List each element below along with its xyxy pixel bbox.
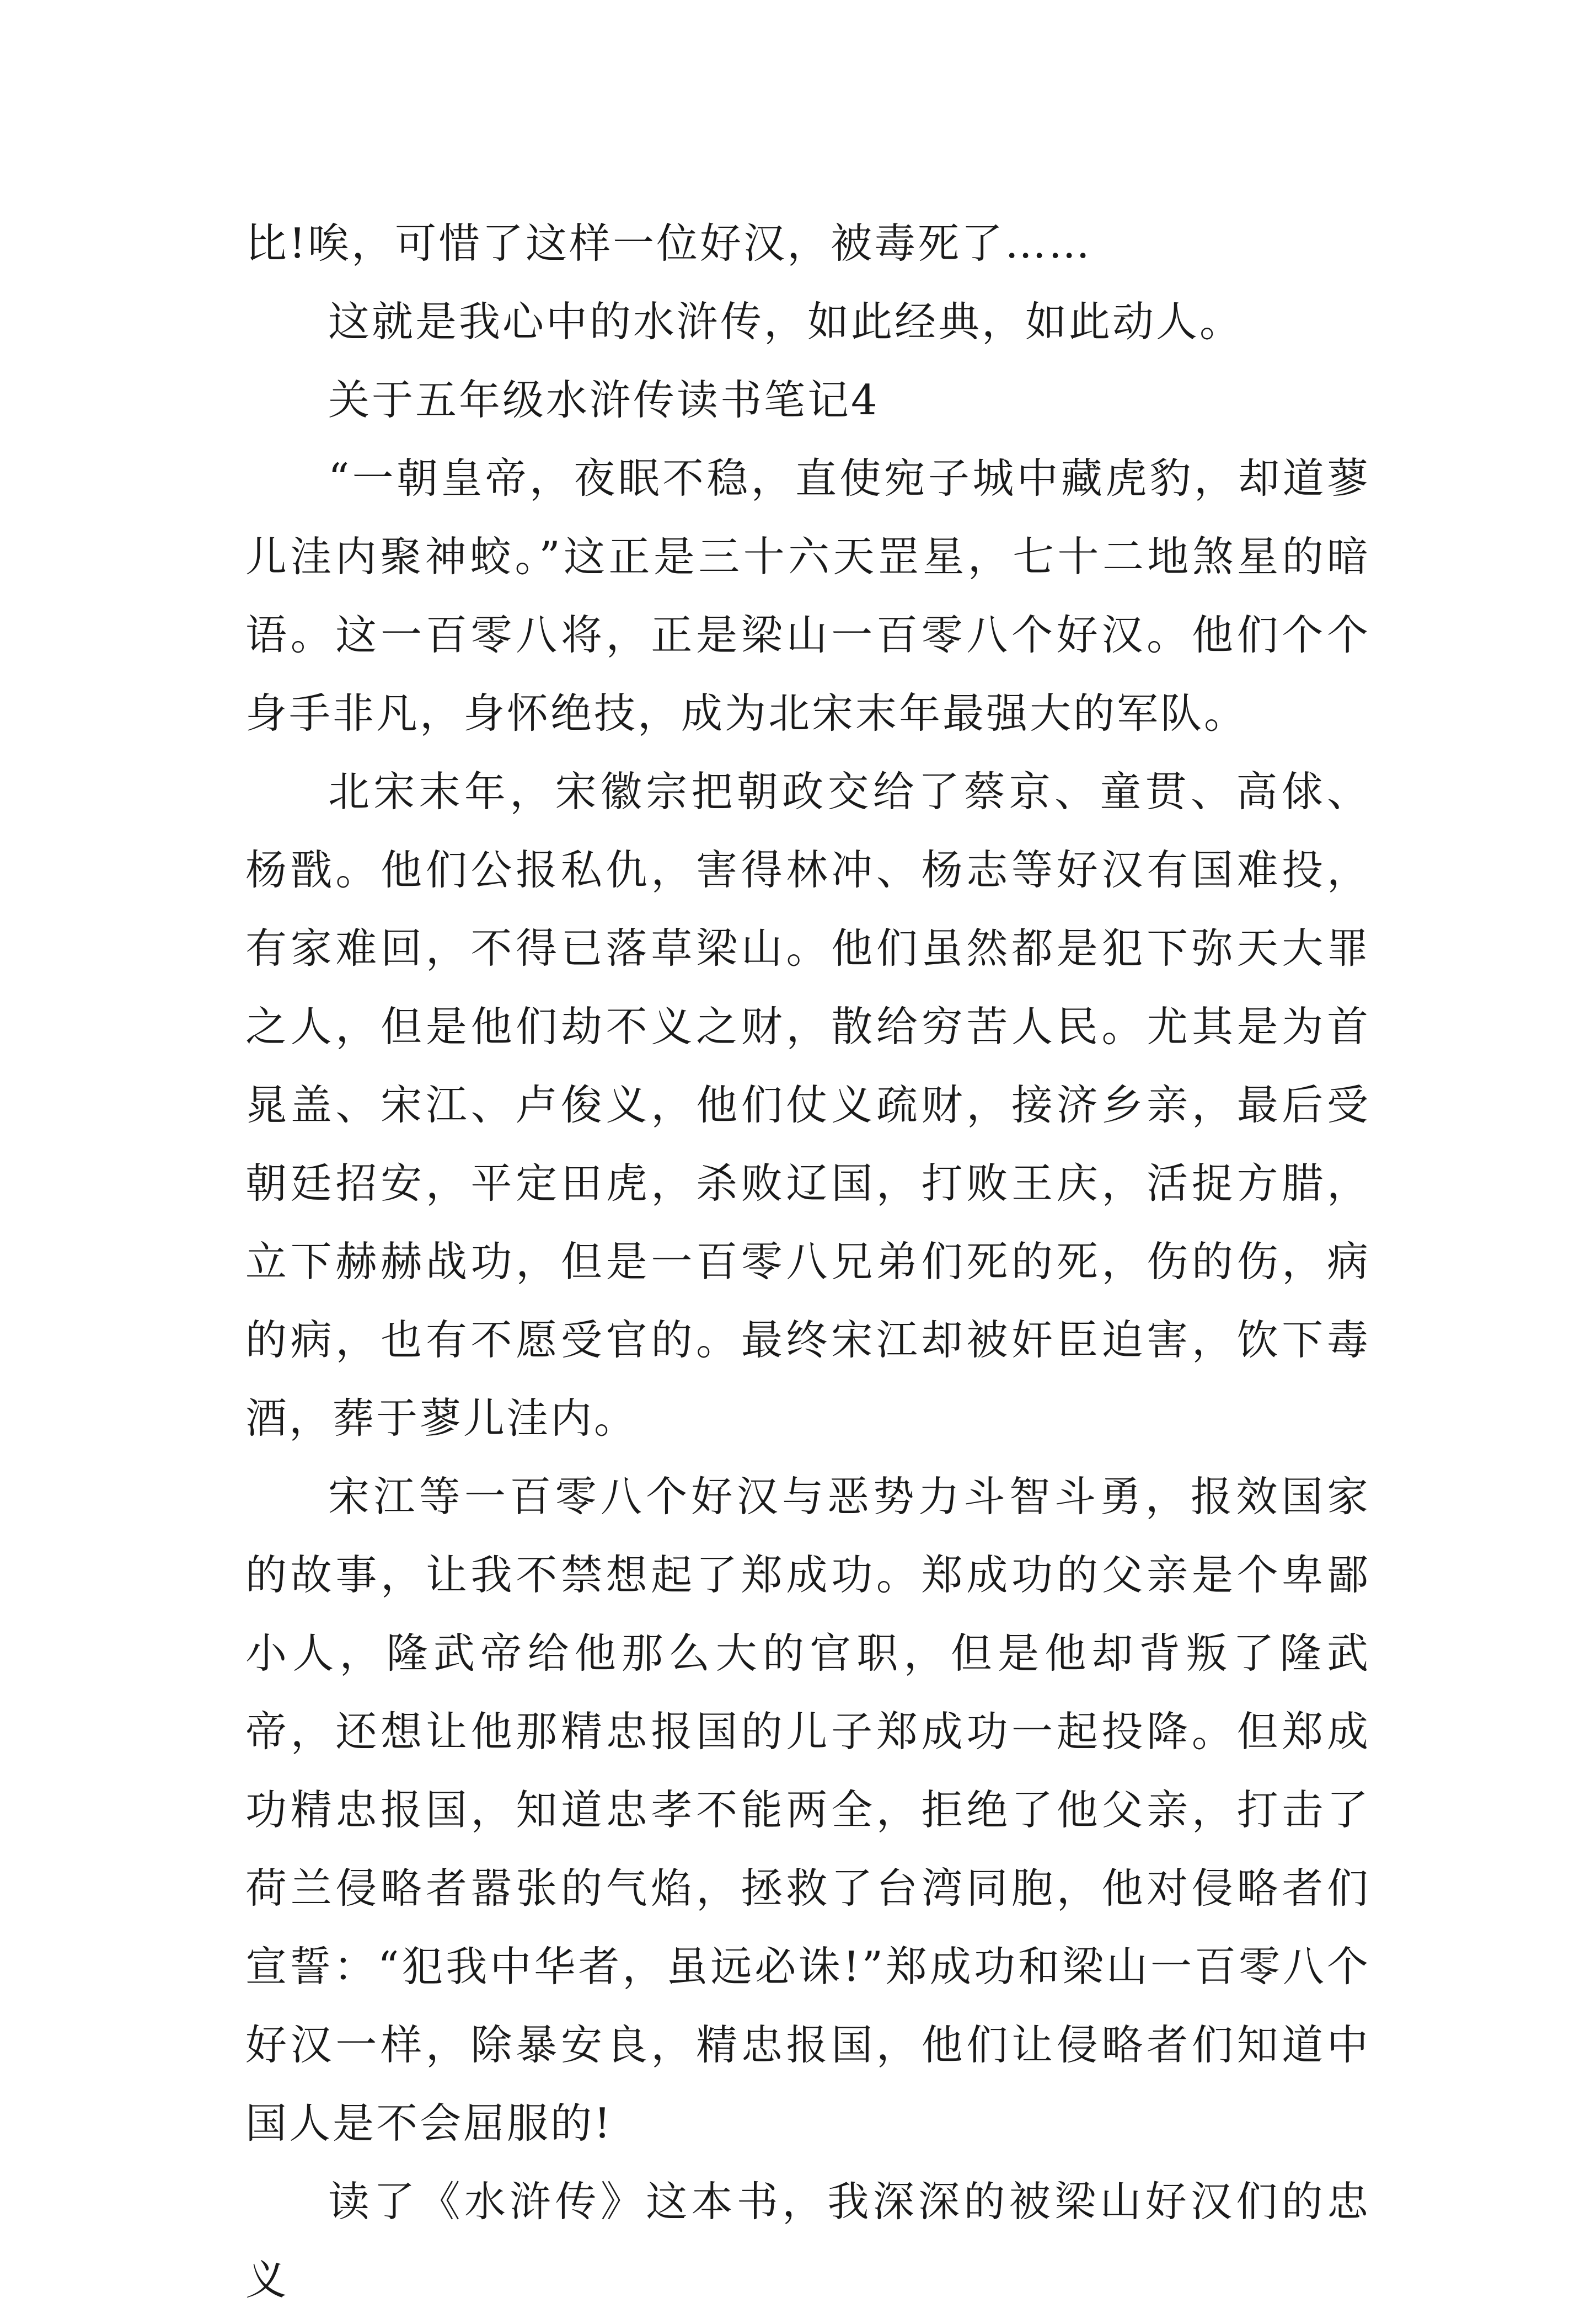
paragraph-opening-quote: “一朝皇帝，夜眠不稳，直使宛子城中藏虎豹，却道蓼儿洼内聚神蛟。”这正是三十六天罡星，七十二地煞星的暗语。这一百零八将，正是梁山一百零八个好汉。他们个个身手非凡，身怀绝技，成为北宋末年最强大的军队。 bbox=[245, 454, 1370, 738]
document-body bbox=[245, 204, 1370, 2319]
paragraph-reflection: 读了《水浒传》这本书，我深深的被梁山好汉们的忠义 bbox=[245, 2177, 1370, 2304]
paragraph-zheng-chenggong: 宋江等一百零八个好汉与恶势力斗智斗勇，报效国家的故事，让我不禁想起了郑成功。郑成功的父亲是个卑鄙小人，隆武帝给他那么大的官职，但是他却背叛了隆武帝，还想让他那精忠报国的儿子郑成功一起投降。但郑成功精忠报国，知道忠孝不能两全，拒绝了他父亲，打击了荷兰侵略者嚣张的气焰，拯救了台湾同胞，他对侵略者们宣誓：“犯我中华者，虽远必诛!”郑成功和梁山一百零八个好汉一样，除暴安良，精忠报国，他们让侵略者们知道中国人是不会屈服的! bbox=[245, 1472, 1370, 2147]
paragraph-continuation: 比!唉，可惜了这样一位好汉，被毒死了…… bbox=[245, 219, 1092, 268]
section-heading: 关于五年级水浒传读书笔记4 bbox=[328, 376, 880, 424]
paragraph-northern-song: 北宋末年，宋徽宗把朝政交给了蔡京、童贯、高俅、杨戬。他们公报私仇，害得林冲、杨志等好汉有国难投，有家难回，不得已落草梁山。他们虽然都是犯下弥天大罪之人，但是他们劫不义之财，散给穷苦人民。尤其是为首晁盖、宋江、卢俊义，他们仗义疏财，接济乡亲，最后受朝廷招安，平定田虎，杀败辽国，打败王庆，活捉方腊，立下赫赫战功，但是一百零八兄弟们死的死，伤的伤，病的病，也有不愿受官的。最终宋江却被奸臣迫害，饮下毒酒，葬于蓼儿洼内。 bbox=[245, 767, 1370, 1442]
paragraph-conclusion: 这就是我心中的水浒传，如此经典，如此动人。 bbox=[328, 297, 1244, 346]
